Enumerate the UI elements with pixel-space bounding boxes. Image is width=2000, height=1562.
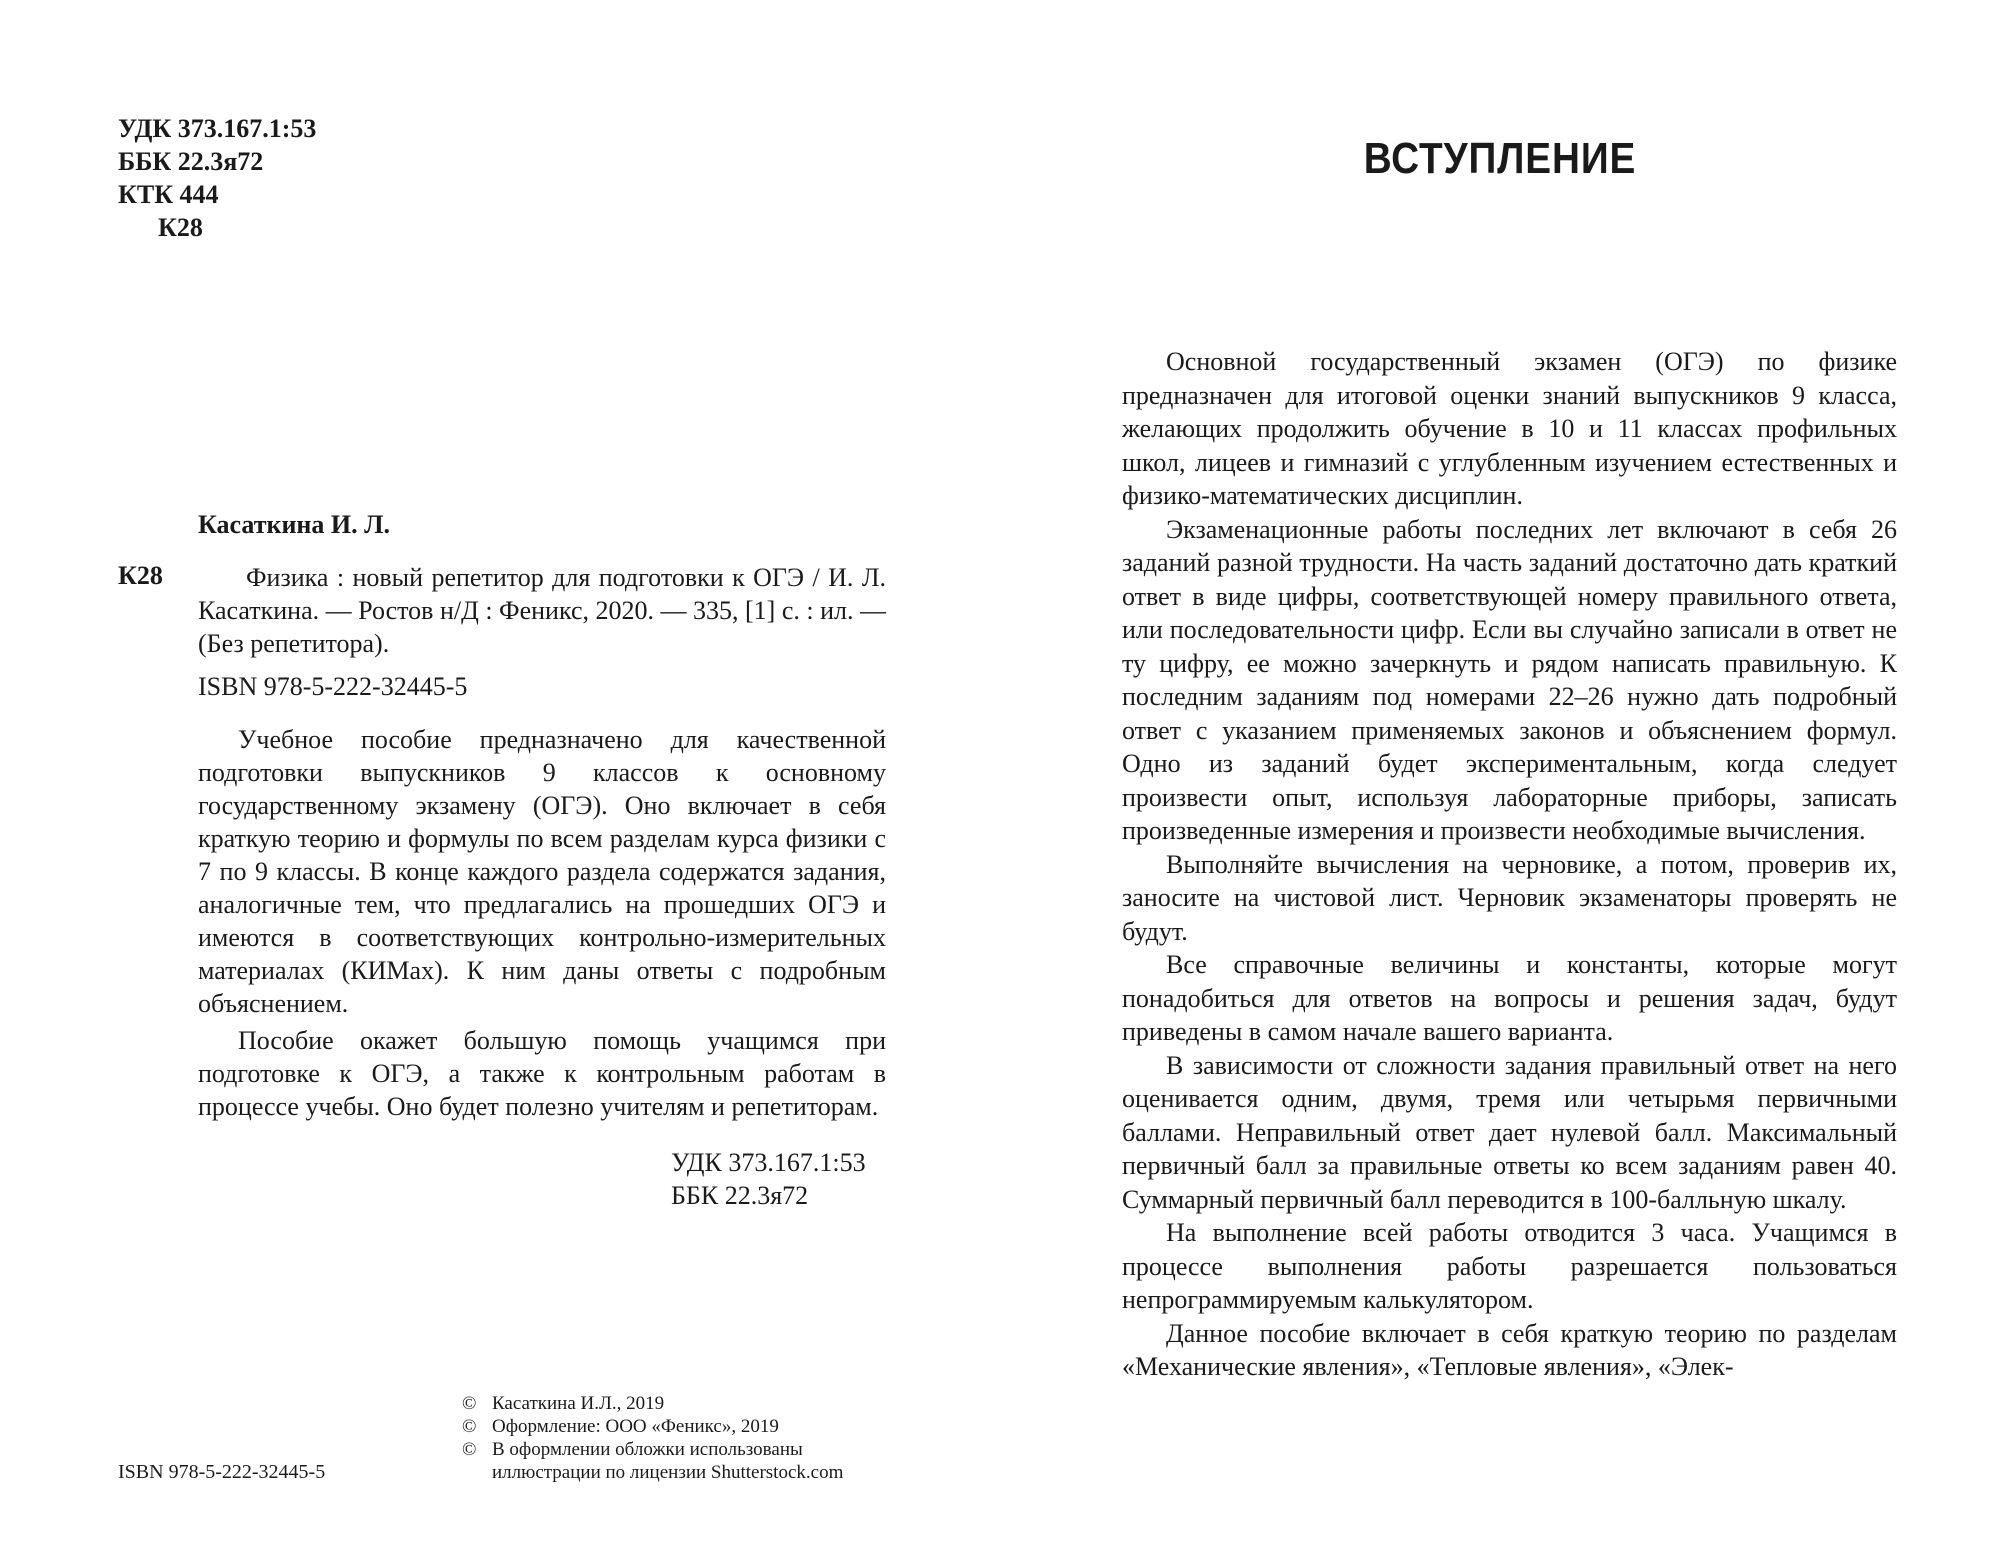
udk-code: УДК 373.167.1:53 <box>118 114 317 143</box>
author-name: Касаткина И. Л. <box>198 510 391 539</box>
copyright-text: иллюстрации по лицензии Shutterstock.com <box>492 1462 844 1483</box>
right-page <box>1000 0 2000 1562</box>
classification-codes <box>118 112 316 244</box>
intro-text <box>1122 345 1897 1384</box>
copyright-text: В оформлении обложки использованы <box>492 1439 803 1460</box>
copyright-text: Оформление: ООО «Феникс», 2019 <box>492 1416 779 1437</box>
copyright-line <box>462 1415 843 1438</box>
copyright-text: Касаткина И.Л., 2019 <box>492 1393 665 1414</box>
copyright-block <box>462 1392 843 1484</box>
bbk-code: ББК 22.3я72 <box>118 147 264 176</box>
copyright-icon: © <box>462 1393 477 1414</box>
intro-paragraph: В зависимости от сложности задания правильный ответ на него оценивается одним, двумя, тремя или четырьмя первичными баллами. Неправильный ответ дает нулевой балл. Максимальный первичный балл за правильные ответы ко всем заданиям равен 40. Суммарный первичный балл переводится в 100-балльную шкалу. <box>1122 1050 1897 1214</box>
page-title: ВСТУПЛЕНИЕ <box>1363 134 1637 183</box>
intro-paragraph: Данное пособие включает в себя краткую теорию по разделам «Механические явления», «Тепловые явления», «Элек- <box>1122 1318 1897 1381</box>
intro-paragraph: На выполнение всей работы отводится 3 часа. Учащимся в процессе выполнения работы разрешается пользоваться непрограммируемым калькулятором. <box>1122 1218 1897 1314</box>
isbn-record: ISBN 978-5-222-32445-5 <box>198 672 468 701</box>
annotation-paragraph: Учебное пособие предназначено для качественной подготовки выпускников 9 классов к основному государственному экзамену (ОГЭ). Оно включает в себя краткую теорию и формулы по всем разделам курса физики с 7 по 9 классы. В конце каждого раздела содержатся задания, аналогичные тем, что предлагались на прошедших ОГЭ и имеются в соответствующих контрольно-измерительных материалах (КИМах). К ним даны ответы с подробным объяснением. <box>198 725 886 1018</box>
ktk-code: КТК 444 <box>118 180 219 209</box>
intro-paragraph: Выполняйте вычисления на черновике, а потом, проверив их, заносите на чистовой лист. Черновик экзаменаторы проверять не будут. <box>1122 849 1897 946</box>
isbn-bottom: ISBN 978-5-222-32445-5 <box>118 1461 326 1483</box>
intro-paragraph: Экзаменационные работы последних лет включают в себя 26 заданий разной трудности. На часть заданий достаточно дать краткий ответ в виде цифры, соответствующей номеру правильного ответа, или последовательности цифр. Если вы случайно записали в ответ не ту цифру, ее можно зачеркнуть и рядом написать правильную. К последним заданиям под номерами 22–26 нужно дать подробный ответ с указанием применяемых законов и объяснением формул. Одно из заданий будет экспериментальным, когда следует произвести опыт, используя лабораторные приборы, записать произведенные измерения и произвести необходимые вычисления. <box>1122 514 1897 845</box>
intro-paragraph: Все справочные величины и константы, которые могут понадобиться для ответов на вопросы и решения задач, будут приведены в самом начале вашего варианта. <box>1122 950 1897 1046</box>
copyright-icon: © <box>462 1439 477 1460</box>
bibliographic-text: Физика : новый репетитор для подготовки к ОГЭ / И. Л. Касаткина. — Ростов н/Д : Феникс, 2020. — 335, [1] с. : ил. — (Без репетитора). <box>198 563 886 658</box>
bibliographic-record <box>198 561 886 660</box>
intro-paragraph: Основной государственный экзамен (ОГЭ) по физике предназначен для итоговой оценки знаний выпускников 9 класса, желающих продолжить обучение в 10 и 11 классах профильных школ, лицеев и гимназий с углубленным изучением естественных и физико-математических дисциплин. <box>1122 347 1897 510</box>
annotation <box>198 723 886 1123</box>
author-sign: К28 <box>118 561 163 590</box>
udk-code-bottom: УДК 373.167.1:53 <box>671 1148 866 1177</box>
copyright-icon: © <box>462 1416 477 1437</box>
copyright-line <box>462 1438 843 1461</box>
bbk-code-bottom: ББК 22.3я72 <box>671 1181 809 1210</box>
author-mark: К28 <box>158 213 203 242</box>
annotation-paragraph: Пособие окажет большую помощь учащимся при подготовке к ОГЭ, а также к контрольным работам в процессе учебы. Оно будет полезно учителям и репетиторам. <box>198 1026 886 1121</box>
copyright-line <box>462 1392 843 1415</box>
index-bottom <box>671 1146 866 1212</box>
